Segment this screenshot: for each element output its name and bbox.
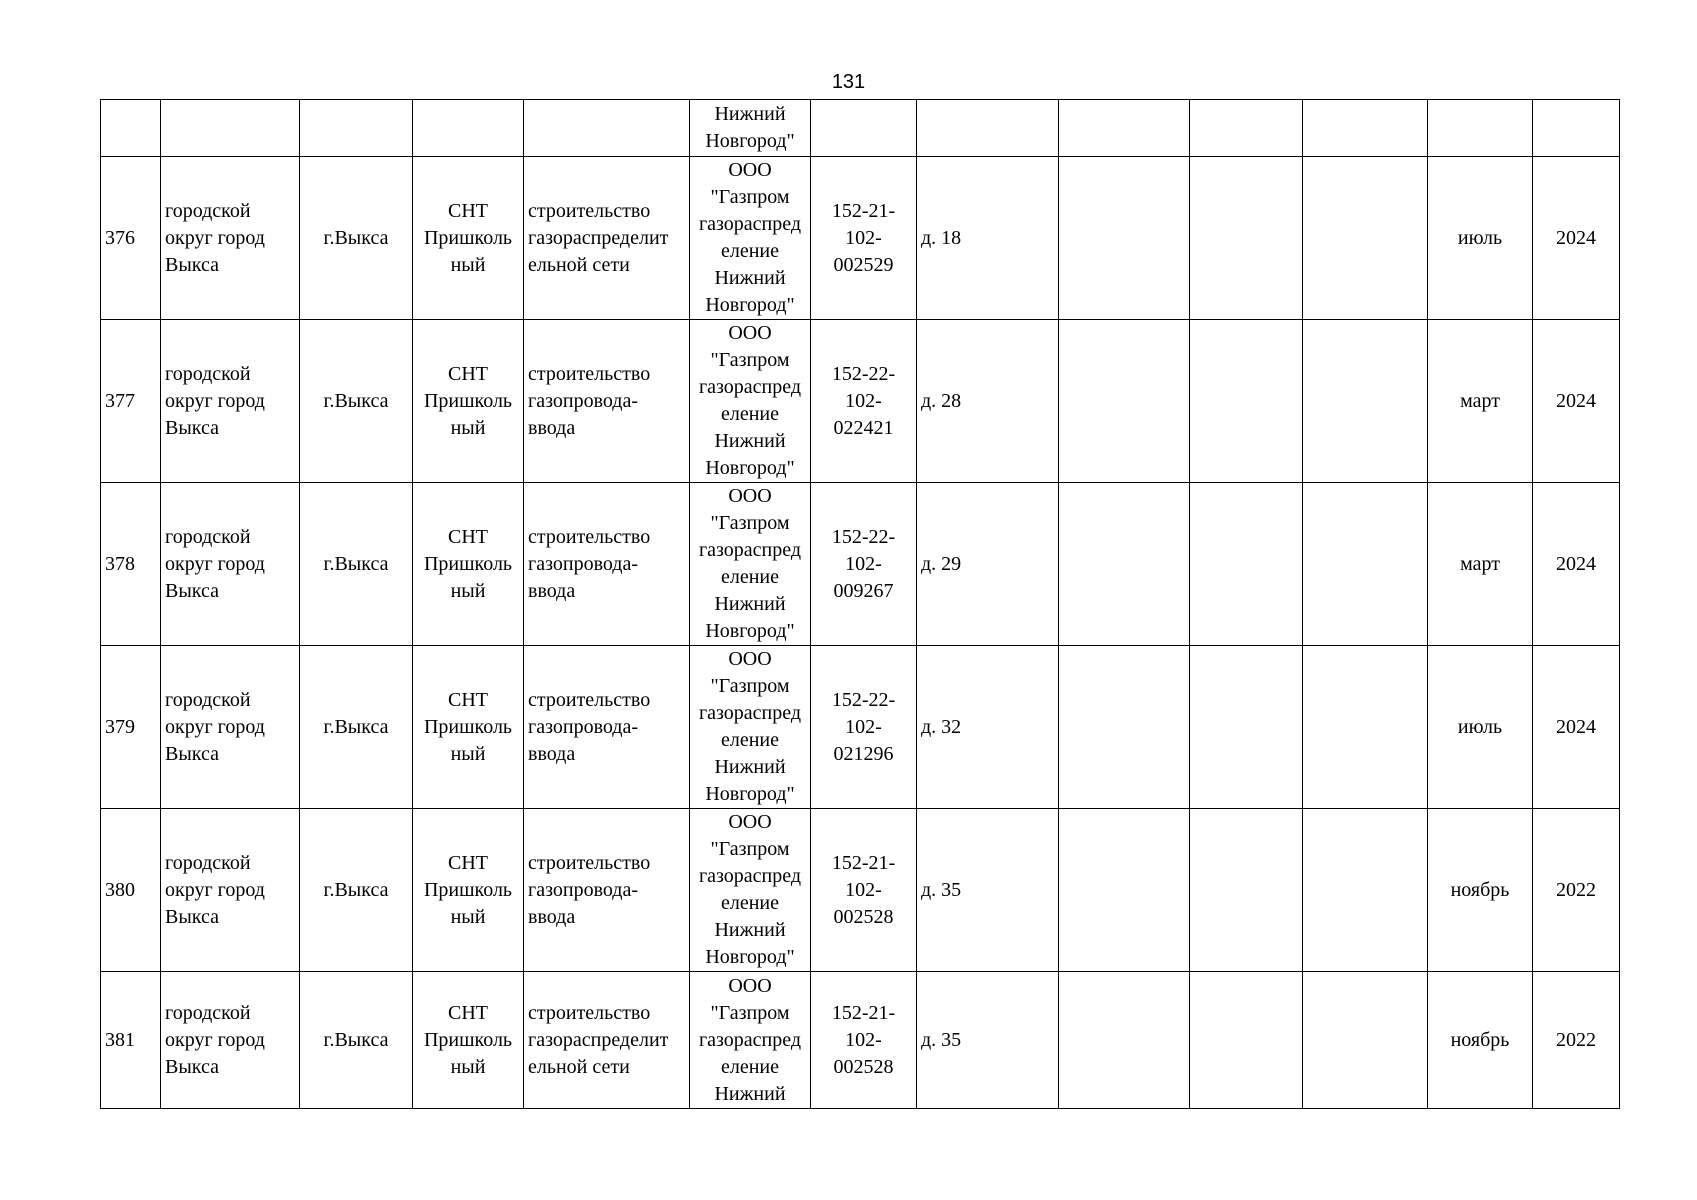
page-number: 131: [831, 71, 866, 93]
cell-snt: СНТ Пришколь ный: [413, 320, 524, 483]
cell-house: д. 18: [917, 157, 1059, 320]
cell-city: г.Выкса: [300, 483, 413, 646]
cell-empty-2: [1190, 483, 1303, 646]
cell-year: 2022: [1533, 809, 1620, 972]
table-row: [101, 157, 1620, 320]
cell-month: ноябрь: [1428, 972, 1533, 1109]
cell-empty-2: [1190, 100, 1303, 157]
cell-snt: СНТ Пришколь ный: [413, 483, 524, 646]
cell-empty-3: [1303, 972, 1428, 1109]
cell-year: 2024: [1533, 646, 1620, 809]
cell-month: март: [1428, 483, 1533, 646]
cell-district: городской округ город Выкса: [161, 809, 300, 972]
cell-year: 2024: [1533, 320, 1620, 483]
cell-house: д. 35: [917, 809, 1059, 972]
cell-year: 2024: [1533, 483, 1620, 646]
table-row: [101, 809, 1620, 972]
cell-empty-3: [1303, 100, 1428, 157]
cell-month: июль: [1428, 157, 1533, 320]
cell-house: д. 29: [917, 483, 1059, 646]
table-body: [101, 100, 1620, 1109]
cell-empty-1: [1059, 100, 1190, 157]
cell-org: ООО "Газпром газораспред еление Нижний Новгород": [690, 483, 811, 646]
cell-city: г.Выкса: [300, 809, 413, 972]
cell-work: строительство газопровода- ввода: [524, 809, 690, 972]
cell-empty-1: [1059, 320, 1190, 483]
cell-month: ноябрь: [1428, 809, 1533, 972]
table-row: [101, 972, 1620, 1109]
cell-empty-1: [1059, 646, 1190, 809]
cell-num: 381: [101, 972, 161, 1109]
cell-year: [1533, 100, 1620, 157]
cell-snt: СНТ Пришколь ный: [413, 972, 524, 1109]
cell-city: г.Выкса: [300, 972, 413, 1109]
cell-org: ООО "Газпром газораспред еление Нижний Новгород": [690, 646, 811, 809]
cell-empty-1: [1059, 972, 1190, 1109]
cell-org: ООО "Газпром газораспред еление Нижний Новгород": [690, 320, 811, 483]
cell-snt: СНТ Пришколь ный: [413, 646, 524, 809]
cell-year: 2024: [1533, 157, 1620, 320]
cell-work: строительство газопровода- ввода: [524, 646, 690, 809]
cell-num: 376: [101, 157, 161, 320]
cell-snt: СНТ Пришколь ный: [413, 809, 524, 972]
cell-empty-1: [1059, 157, 1190, 320]
cell-city: г.Выкса: [300, 646, 413, 809]
cell-org: ООО "Газпром газораспред еление Нижний Новгород": [690, 809, 811, 972]
data-table: [100, 99, 1620, 1109]
cell-city: г.Выкса: [300, 157, 413, 320]
cell-district: городской округ город Выкса: [161, 646, 300, 809]
cell-empty-2: [1190, 320, 1303, 483]
cell-contract: 152-21- 102- 002528: [811, 972, 917, 1109]
table-row: [101, 646, 1620, 809]
cell-num: [101, 100, 161, 157]
cell-district: городской округ город Выкса: [161, 157, 300, 320]
cell-empty-3: [1303, 320, 1428, 483]
cell-work: [524, 100, 690, 157]
cell-num: 377: [101, 320, 161, 483]
cell-district: городской округ город Выкса: [161, 483, 300, 646]
cell-empty-3: [1303, 809, 1428, 972]
cell-org: Нижний Новгород": [690, 100, 811, 157]
cell-empty-3: [1303, 646, 1428, 809]
cell-empty-3: [1303, 483, 1428, 646]
table-row: [101, 483, 1620, 646]
cell-empty-2: [1190, 157, 1303, 320]
cell-snt: СНТ Пришколь ный: [413, 157, 524, 320]
cell-org: ООО "Газпром газораспред еление Нижний: [690, 972, 811, 1109]
cell-empty-3: [1303, 157, 1428, 320]
cell-work: строительство газораспределит ельной сети: [524, 972, 690, 1109]
cell-num: 380: [101, 809, 161, 972]
cell-contract: 152-22- 102- 009267: [811, 483, 917, 646]
cell-num: 379: [101, 646, 161, 809]
cell-snt: [413, 100, 524, 157]
cell-house: д. 32: [917, 646, 1059, 809]
cell-contract: [811, 100, 917, 157]
cell-contract: 152-21- 102- 002529: [811, 157, 917, 320]
cell-empty-2: [1190, 646, 1303, 809]
cell-year: 2022: [1533, 972, 1620, 1109]
cell-empty-2: [1190, 809, 1303, 972]
cell-month: июль: [1428, 646, 1533, 809]
cell-contract: 152-21- 102- 002528: [811, 809, 917, 972]
cell-contract: 152-22- 102- 021296: [811, 646, 917, 809]
cell-month: март: [1428, 320, 1533, 483]
table-row: [101, 320, 1620, 483]
cell-empty-2: [1190, 972, 1303, 1109]
cell-house: д. 28: [917, 320, 1059, 483]
cell-empty-1: [1059, 483, 1190, 646]
cell-house: д. 35: [917, 972, 1059, 1109]
cell-org: ООО "Газпром газораспред еление Нижний Новгород": [690, 157, 811, 320]
cell-city: [300, 100, 413, 157]
cell-work: строительство газораспределит ельной сети: [524, 157, 690, 320]
cell-work: строительство газопровода- ввода: [524, 320, 690, 483]
cell-contract: 152-22- 102- 022421: [811, 320, 917, 483]
cell-district: городской округ город Выкса: [161, 972, 300, 1109]
cell-district: [161, 100, 300, 157]
cell-num: 378: [101, 483, 161, 646]
continuation-row: [101, 100, 1620, 157]
cell-month: [1428, 100, 1533, 157]
cell-city: г.Выкса: [300, 320, 413, 483]
cell-empty-1: [1059, 809, 1190, 972]
cell-district: городской округ город Выкса: [161, 320, 300, 483]
cell-work: строительство газопровода- ввода: [524, 483, 690, 646]
cell-house: [917, 100, 1059, 157]
